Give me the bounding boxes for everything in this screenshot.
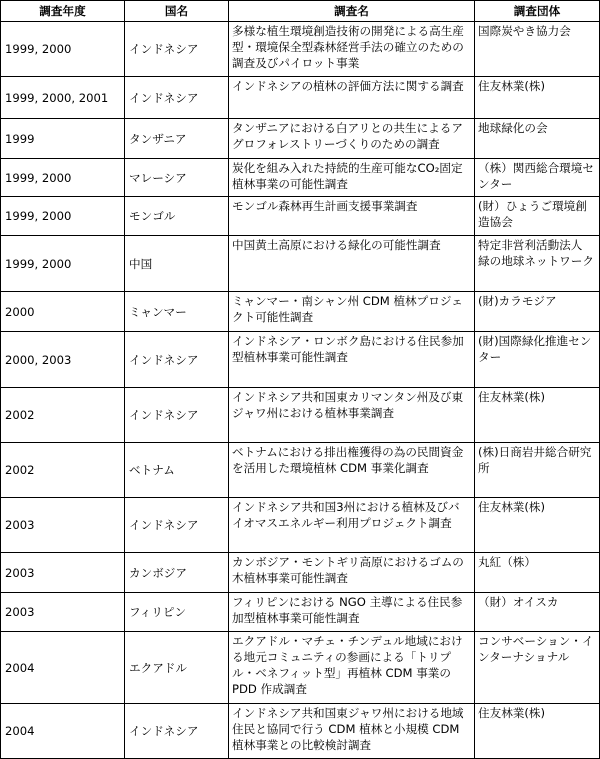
table-row	[1, 704, 600, 759]
organization-cell: 住友林業(株)	[475, 498, 600, 553]
survey-name-cell: カンボジア・モントギリ高原におけるゴムの木植林事業可能性調査	[229, 553, 475, 593]
country-cell: 中国	[125, 236, 229, 292]
country-cell: インドネシア	[125, 332, 229, 388]
organization-cell: (財）ひょうご環境創造協会	[475, 197, 600, 236]
country-cell: タンザニア	[125, 119, 229, 159]
country-cell: ミャンマー	[125, 292, 229, 332]
year-cell: 2000, 2003	[1, 332, 125, 388]
year-cell: 2000	[1, 292, 125, 332]
organization-cell: (財)カラモジア	[475, 292, 600, 332]
table-row	[1, 22, 600, 77]
country-cell: マレーシア	[125, 159, 229, 197]
year-cell: 1999, 2000	[1, 22, 125, 77]
organization-cell: 住友林業(株)	[475, 704, 600, 759]
year-cell: 1999, 2000	[1, 159, 125, 197]
survey-name-cell: 炭化を組み入れた持続的生産可能なCO₂固定植林事業の可能性調査	[229, 159, 475, 197]
header-organization: 調査団体	[475, 1, 600, 22]
country-cell: モンゴル	[125, 197, 229, 236]
table-row	[1, 593, 600, 632]
year-cell: 1999, 2000	[1, 236, 125, 292]
year-cell: 1999, 2000, 2001	[1, 77, 125, 119]
year-cell: 2003	[1, 593, 125, 632]
table-row	[1, 388, 600, 443]
year-cell: 2003	[1, 553, 125, 593]
organization-cell: 住友林業(株)	[475, 388, 600, 443]
organization-cell: 特定非営利活動法人 緑の地球ネットワーク	[475, 236, 600, 292]
organization-cell: 地球緑化の会	[475, 119, 600, 159]
organization-cell: コンサベーション・インターナショナル	[475, 632, 600, 704]
organization-cell: 住友林業(株)	[475, 77, 600, 119]
survey-name-cell: インドネシアの植林の評価方法に関する調査	[229, 77, 475, 119]
table-row	[1, 119, 600, 159]
header-row	[1, 1, 600, 22]
survey-name-cell: ミャンマー・南シャン州 CDM 植林プロジェクト可能性調査	[229, 292, 475, 332]
year-cell: 2004	[1, 704, 125, 759]
survey-name-cell: 多様な植生環境創造技術の開発による高生産型・環境保全型森林経営手法の確立のための調査及びパイロット事業	[229, 22, 475, 77]
country-cell: インドネシア	[125, 22, 229, 77]
country-cell: インドネシア	[125, 77, 229, 119]
survey-name-cell: フィリピンにおける NGO 主導による住民参加型植林事業可能性調査	[229, 593, 475, 632]
year-cell: 1999	[1, 119, 125, 159]
organization-cell: 丸紅（株）	[475, 553, 600, 593]
organization-cell: (財)国際緑化推進センター	[475, 332, 600, 388]
table-row	[1, 236, 600, 292]
header-country: 国名	[125, 1, 229, 22]
survey-name-cell: タンザニアにおける白アリとの共生によるアグロフォレストリーづくりのための調査	[229, 119, 475, 159]
year-cell: 2004	[1, 632, 125, 704]
survey-name-cell: エクアドル・マチェ・チンデュル地域における地元コミュニティの参画による「トリプル・ベネフィット型」再植林 CDM 事業の PDD 作成調査	[229, 632, 475, 704]
organization-cell: （株）関西総合環境センター	[475, 159, 600, 197]
year-cell: 2002	[1, 443, 125, 498]
survey-name-cell: ベトナムにおける排出権獲得の為の民間資金を活用した環境植林 CDM 事業化調査	[229, 443, 475, 498]
year-cell: 1999, 2000	[1, 197, 125, 236]
table-row	[1, 632, 600, 704]
country-cell: ベトナム	[125, 443, 229, 498]
table-row	[1, 553, 600, 593]
year-cell: 2002	[1, 388, 125, 443]
organization-cell: 国際炭やき協力会	[475, 22, 600, 77]
country-cell: エクアドル	[125, 632, 229, 704]
year-cell: 2003	[1, 498, 125, 553]
header-year: 調査年度	[1, 1, 125, 22]
organization-cell: （財）オイスカ	[475, 593, 600, 632]
table-row	[1, 292, 600, 332]
table-row	[1, 498, 600, 553]
table-row	[1, 77, 600, 119]
table-row	[1, 197, 600, 236]
country-cell: インドネシア	[125, 388, 229, 443]
country-cell: フィリピン	[125, 593, 229, 632]
country-cell: インドネシア	[125, 704, 229, 759]
table-row	[1, 332, 600, 388]
survey-name-cell: インドネシア共和国東カリマンタン州及び東ジャワ州における植林事業調査	[229, 388, 475, 443]
survey-name-cell: 中国黄土高原における緑化の可能性調査	[229, 236, 475, 292]
country-cell: インドネシア	[125, 498, 229, 553]
organization-cell: (株)日商岩井総合研究所	[475, 443, 600, 498]
table-row	[1, 159, 600, 197]
country-cell: カンボジア	[125, 553, 229, 593]
table-row	[1, 443, 600, 498]
header-survey-name: 調査名	[229, 1, 475, 22]
survey-name-cell: インドネシア・ロンボク島における住民参加型植林事業可能性調査	[229, 332, 475, 388]
survey-name-cell: モンゴル森林再生計画支援事業調査	[229, 197, 475, 236]
survey-name-cell: インドネシア共和国3州における植林及びバイオマスエネルギー利用プロジェクト調査	[229, 498, 475, 553]
survey-name-cell: インドネシア共和国東ジャワ州における地域住民と協同で行う CDM 植林と小規模 CDM 植林事業との比較検討調査	[229, 704, 475, 759]
